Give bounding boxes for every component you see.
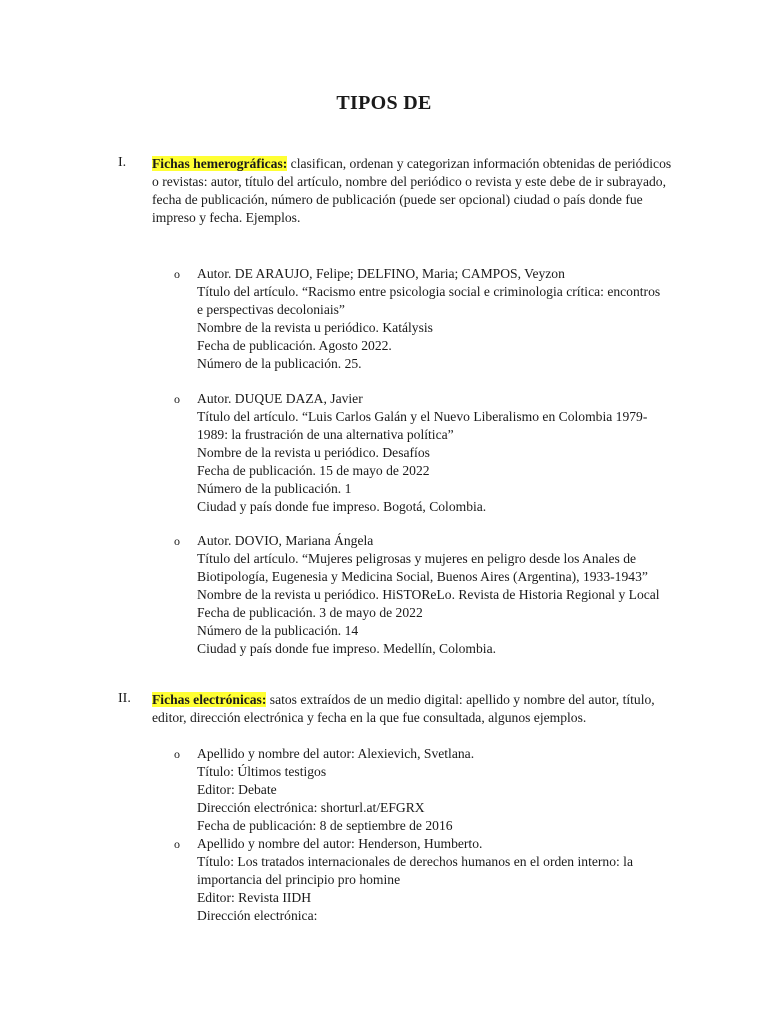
item-line: Autor. DE ARAUJO, Felipe; DELFINO, Maria; CAMPOS, Veyzon	[197, 266, 565, 281]
item-line: Editor: Debate	[197, 782, 277, 797]
section-heading-highlight: Fichas electrónicas:	[152, 692, 267, 707]
section-numeral: II.	[118, 691, 131, 706]
item-line: Autor. DUQUE DAZA, Javier	[197, 391, 363, 406]
item-line: Título: Los tratados internacionales de derechos humanos en el orden interno: la importancia del principio pro homine	[197, 854, 633, 887]
item-line: Nombre de la revista u periódico. HiSTOReLo. Revista de Historia Regional y Local	[197, 587, 660, 602]
item-line: Dirección electrónica: shorturl.at/EFGRX	[197, 800, 425, 815]
item-line: Fecha de publicación. Agosto 2022.	[197, 338, 392, 353]
item-line: Ciudad y país donde fue impreso. Medellín, Colombia.	[197, 641, 497, 656]
item-lines	[197, 532, 667, 658]
item-line: Editor: Revista IIDH	[197, 890, 312, 905]
bullet-icon: o	[174, 747, 180, 761]
bullet-icon: o	[174, 837, 180, 851]
section-description: clasifican, ordenan y categorizan información obtenidas de periódicos o revistas: autor, título del artículo, nombre del periódico o revista y este debe de ir subrayado, fecha de publicación, número de publicación (puede ser opcional) ciudad o país donde fue impreso y fecha. Ejemplos.	[152, 156, 672, 225]
bullet-icon: o	[174, 392, 180, 406]
item-line: Título del artículo. “Racismo entre psicologia social e criminologia crítica: encontros e perspectivas decoloniais”	[197, 284, 661, 317]
item-line: Número de la publicación. 25.	[197, 356, 362, 371]
item-line: Número de la publicación. 1	[197, 481, 352, 496]
section-numeral: I.	[118, 155, 127, 170]
item-line: Título del artículo. “Luis Carlos Galán y el Nuevo Liberalismo en Colombia 1979-1989: la frustración de una alternativa política”	[197, 409, 648, 442]
item-line: Título: Últimos testigos	[197, 764, 327, 779]
section-paragraph	[152, 155, 672, 227]
item-line: Apellido y nombre del autor: Henderson, Humberto.	[197, 836, 483, 851]
section-description: satos extraídos de un medio digital: apellido y nombre del autor, título, editor, dirección electrónica y fecha en la que fue consultada, algunos ejemplos.	[152, 692, 655, 725]
bullet-icon: o	[174, 267, 180, 281]
item-line: Apellido y nombre del autor: Alexievich, Svetlana.	[197, 746, 475, 761]
section-paragraph	[152, 691, 672, 727]
item-lines	[197, 745, 667, 835]
item-lines	[197, 390, 667, 516]
item-line: Ciudad y país donde fue impreso. Bogotá, Colombia.	[197, 499, 487, 514]
item-line: Nombre de la revista u periódico. Katálysis	[197, 320, 433, 335]
item-line: Fecha de publicación: 8 de septiembre de 2016	[197, 818, 453, 833]
item-line: Número de la publicación. 14	[197, 623, 359, 638]
section-heading-highlight: Fichas hemerográficas:	[152, 156, 288, 171]
item-line: Autor. DOVIO, Mariana Ángela	[197, 533, 374, 548]
item-line: Dirección electrónica:	[197, 908, 318, 923]
item-line: Fecha de publicación. 3 de mayo de 2022	[197, 605, 423, 620]
item-line: Fecha de publicación. 15 de mayo de 2022	[197, 463, 430, 478]
document-title: TIPOS DE	[336, 92, 432, 114]
item-lines	[197, 265, 667, 373]
item-lines	[197, 835, 667, 925]
bullet-icon: o	[174, 534, 180, 548]
item-line: Nombre de la revista u periódico. Desafíos	[197, 445, 430, 460]
item-line: Título del artículo. “Mujeres peligrosas y mujeres en peligro desde los Anales de Biotipología, Eugenesia y Medicina Social, Buenos Aires (Argentina), 1933-1943”	[197, 551, 648, 584]
